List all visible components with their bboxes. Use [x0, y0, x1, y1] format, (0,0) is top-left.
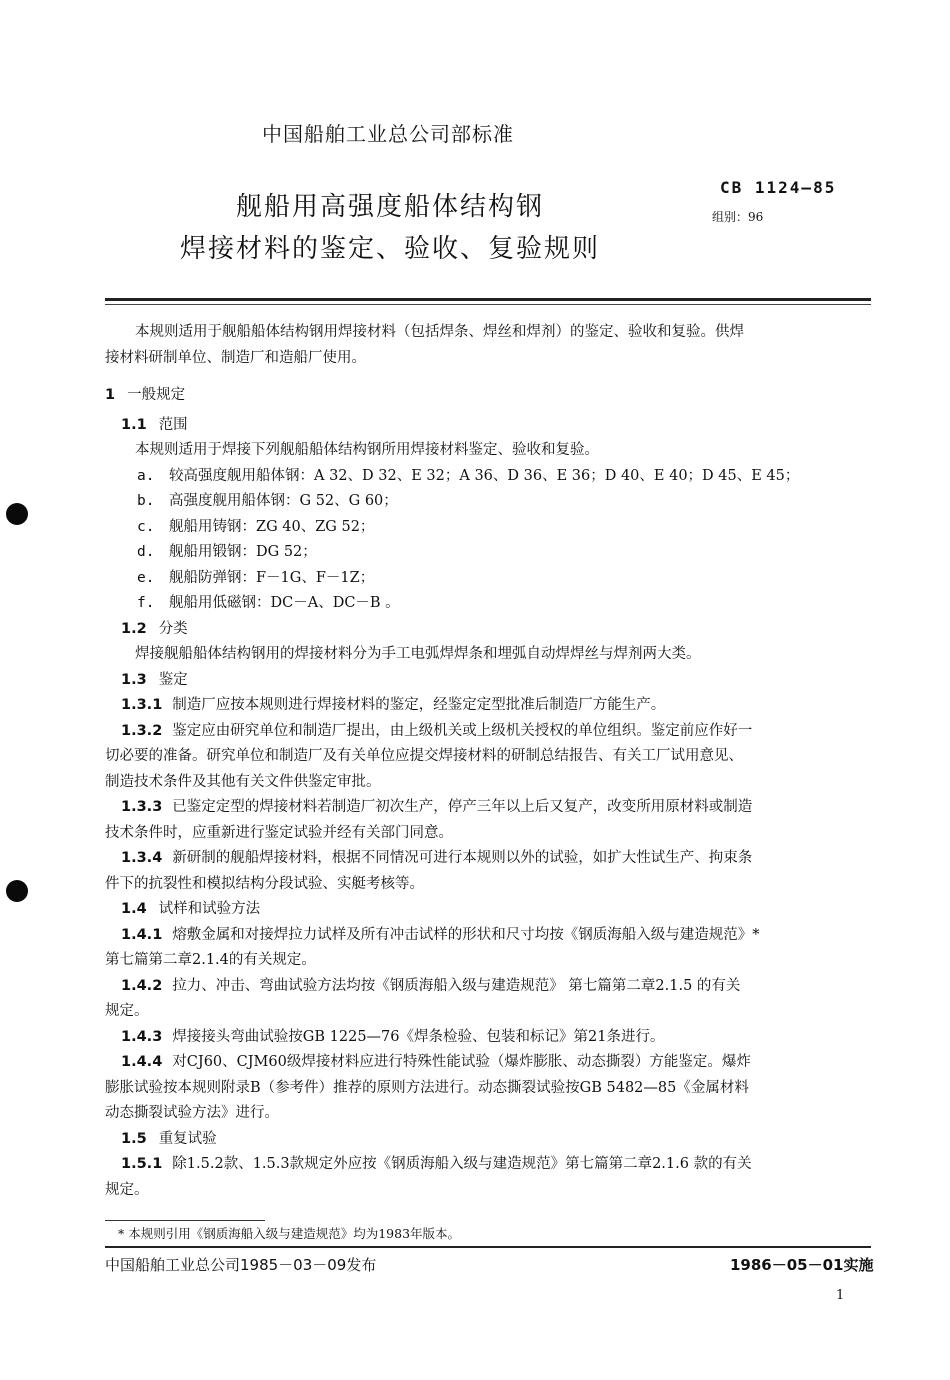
clause-line: 制造技术条件及其他有关文件供鉴定审批。 [105, 773, 381, 790]
header-rule-thick [105, 298, 871, 301]
list-item: e. 舰船防弹钢：F－1G、F－1Z； [137, 569, 375, 586]
doc-title-line1: 舰船用高强度船体结构钢 [236, 192, 545, 222]
clause-line: 切必要的准备。研究单位和制造厂及有关单位应提交焊接材料的研制总结报告、有关工厂试用意见、 [105, 748, 743, 764]
issuing-organization: 中国船舶工业总公司部标准 [262, 122, 514, 146]
section-1-2-heading: 1.2 分类 [121, 620, 188, 637]
list-item: a. 较高强度舰用船体钢：A 32、D 32、E 32；A 36、D 36、E 36；D 40、E 40；D 45、E 45； [137, 467, 800, 484]
effective-date: 1986－05－01实施 [730, 1256, 874, 1274]
footnote-rule [105, 1220, 265, 1221]
publish-date: 中国船舶工业总公司1985－03－09发布 [105, 1256, 377, 1274]
clause-1-3-4: 1.3.4 新研制的舰船焊接材料，根据不同情况可进行本规则以外的试验，如扩大性试生产、拘束条 [121, 850, 753, 866]
section-1-5-heading: 1.5 重复试验 [121, 1130, 217, 1147]
clause-1-4-3: 1.4.3 焊接接头弯曲试验按GB 1225—76《焊条检验、包装和标记》第21条进行。 [121, 1028, 665, 1045]
footer-rule [105, 1246, 871, 1248]
clause-1-3-2: 1.3.2 鉴定应由研究单位和制造厂提出，由上级机关或上级机关授权的单位组织。鉴定前应作好一 [121, 722, 753, 739]
clause-1-4-4: 1.4.4 对CJ60、CJM60级焊接材料应进行特殊性能试验（爆炸膨胀、动态撕裂）方能鉴定。爆炸 [121, 1054, 751, 1070]
paragraph: 焊接舰船船体结构钢用的焊接材料分为手工电弧焊焊条和埋弧自动焊焊丝与焊剂两大类。 [135, 646, 701, 662]
page-number: 1 [836, 1288, 845, 1303]
section-1-4-heading: 1.4 试样和试验方法 [121, 901, 261, 917]
clause-1-3-3: 1.3.3 已鉴定定型的焊接材料若制造厂初次生产，停产三年以上后又复产，改变所用原材料或制造 [121, 799, 753, 815]
clause-line: 规定。 [105, 1003, 149, 1019]
binding-hole-bottom [6, 880, 28, 902]
clause-line: 规定。 [105, 1181, 149, 1198]
intro-line: 本规则适用于舰船船体结构钢用焊接材料（包括焊条、焊丝和焊剂）的鉴定、验收和复验。供焊 [135, 324, 744, 340]
clause-1-4-2: 1.4.2 拉力、冲击、弯曲试验方法均按《钢质海船入级与建造规范》 第七篇第二章2.1.5 的有关 [121, 977, 741, 994]
clause-1-4-1: 1.4.1 熔敷金属和对接焊拉力试样及所有冲击试样的形状和尺寸均按《钢质海船入级与建造规范》* [121, 926, 760, 943]
list-item: d. 舰船用锻钢：DG 52； [137, 544, 317, 560]
clause-line: 第七篇第二章2.1.4的有关规定。 [105, 952, 316, 968]
section-1-1-heading: 1.1 范围 [121, 416, 188, 433]
binding-hole-top [6, 503, 28, 525]
list-item: b. 高强度舰用船体钢：G 52、G 60； [137, 493, 398, 509]
header-rule-thin [105, 304, 871, 305]
paragraph: 本规则适用于焊接下列舰船船体结构钢所用焊接材料鉴定、验收和复验。 [135, 442, 599, 458]
doc-title-line2: 焊接材料的鉴定、验收、复验规则 [180, 234, 601, 264]
document-body [105, 320, 875, 1203]
clause-line: 动态撕裂试验方法》进行。 [105, 1105, 279, 1121]
group-code: 组别：96 [712, 210, 764, 224]
intro-line: 接材料研制单位、制造厂和造船厂使用。 [105, 349, 366, 366]
clause-line: 技术条件时，应重新进行鉴定试验并经有关部门同意。 [105, 824, 453, 841]
list-item: f. 舰船用低磁钢：DC－A、DC－B 。 [137, 595, 400, 611]
standard-number: CB 1124—85 [720, 178, 837, 197]
section-1-3-heading: 1.3 鉴定 [121, 671, 188, 688]
list-item: c. 舰船用铸钢：ZG 40、ZG 52； [137, 518, 375, 535]
footnote: * 本规则引用《钢质海船入级与建造规范》均为1983年版本。 [118, 1226, 461, 1241]
clause-line: 膨胀试验按本规则附录B（参考件）推荐的原则方法进行。动态撕裂试验按GB 5482—85《金属材料 [105, 1079, 749, 1096]
clause-line: 件下的抗裂性和模拟结构分段试验、实艇考核等。 [105, 875, 424, 892]
clause-1-5-1: 1.5.1 除1.5.2款、1.5.3款规定外应按《钢质海船入级与建造规范》第七篇第二章2.1.6 款的有关 [121, 1156, 752, 1172]
clause-1-3-1: 1.3.1 制造厂应按本规则进行焊接材料的鉴定，经鉴定定型批准后制造厂方能生产。 [121, 697, 666, 713]
section-1-heading: 1 一般规定 [105, 387, 186, 403]
